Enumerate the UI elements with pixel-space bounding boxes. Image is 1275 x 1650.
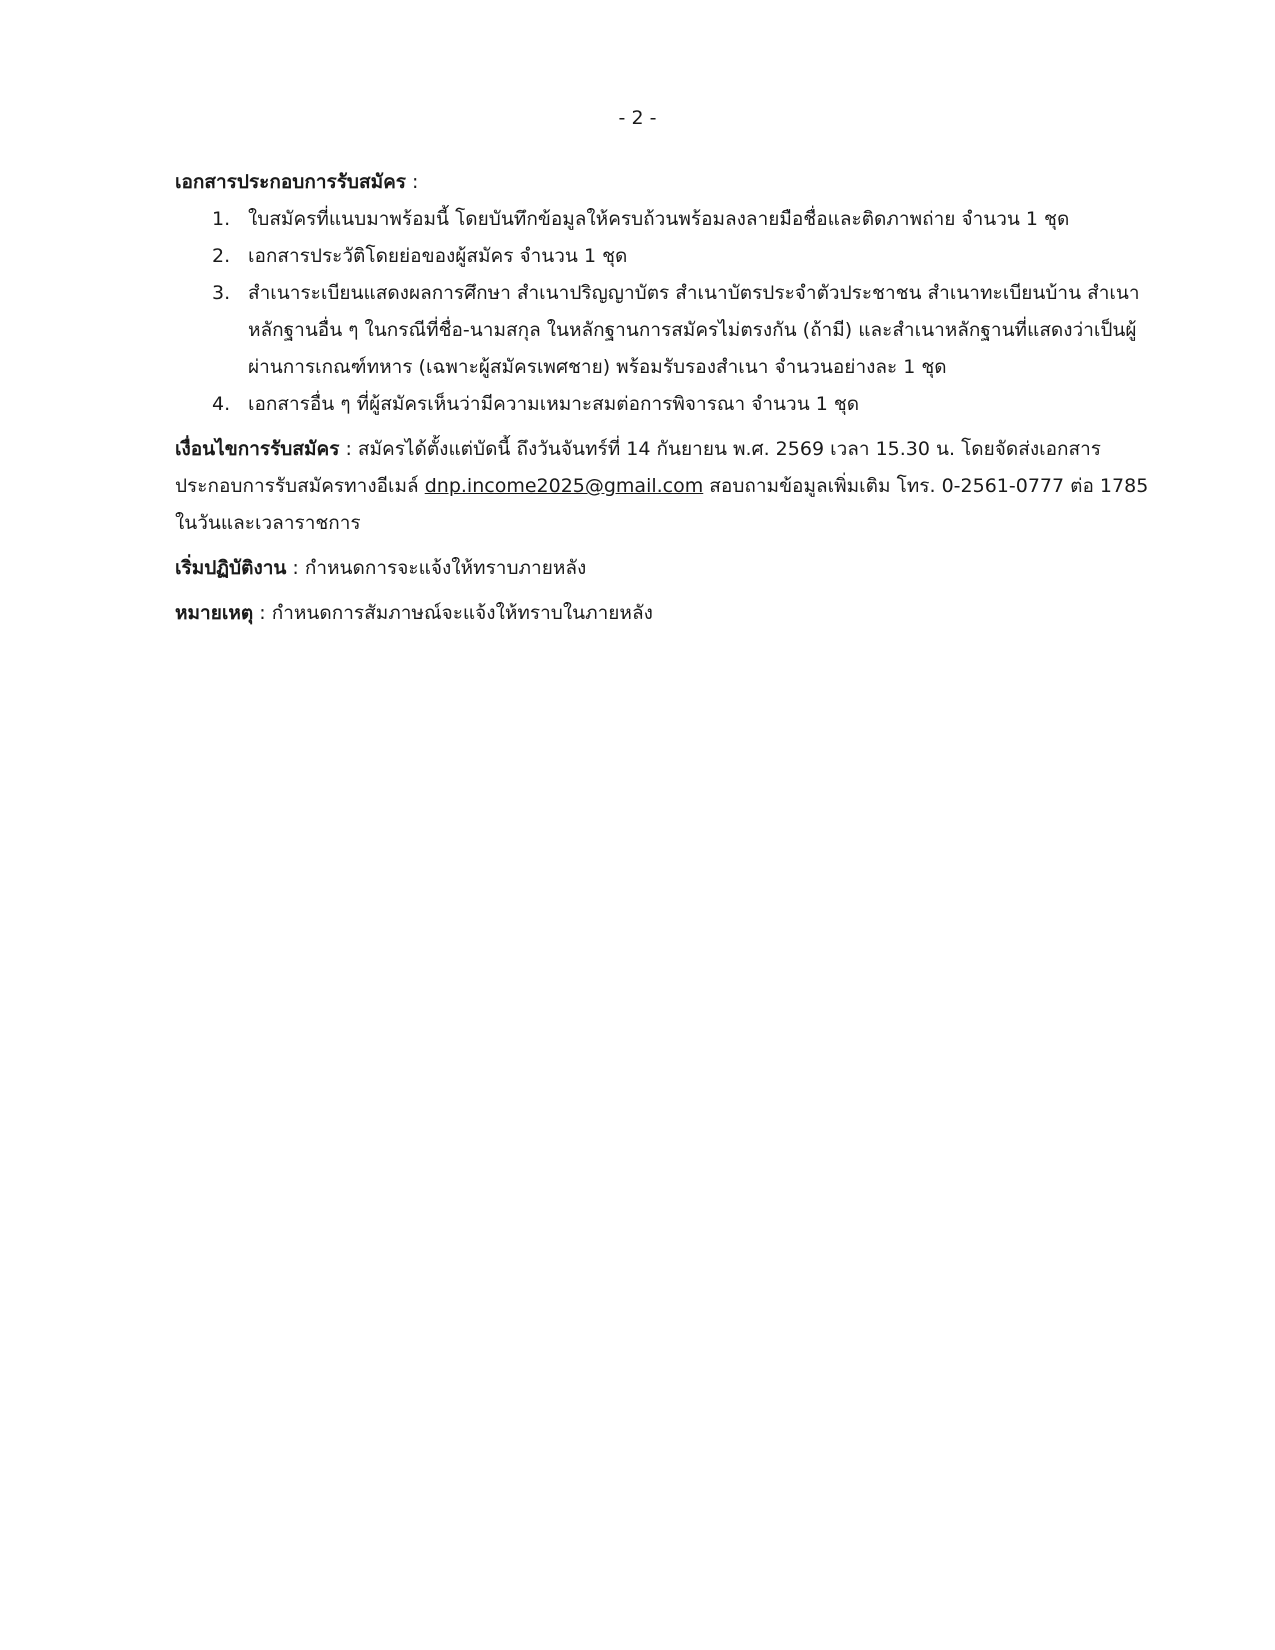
list-item [175,238,1155,275]
list-item-text: สำเนาระเบียนแสดงผลการศึกษา สำเนาปริญญาบัตร สำเนาบัตรประจำตัวประชาชน สำเนาทะเบียนบ้าน สำเนาหลักฐานอื่น ๆ ในกรณีที่ชื่อ-นามสกุล ในหลักฐานการสมัครไม่ตรงกัน (ถ้ามี) และสำเนาหลักฐานที่แสดงว่าเป็นผู้ผ่านการเกณฑ์ทหาร (เฉพาะผู้สมัครเพศชาย) พร้อมรับรองสำเนา จำนวนอย่างละ 1 ชุด [248,282,1140,378]
documents-heading: เอกสารประกอบการรับสมัคร [175,171,407,193]
note-heading: หมายเหตุ [175,602,254,624]
list-item-text: เอกสารประวัติโดยย่อของผู้สมัคร จำนวน 1 ชุด [248,245,628,267]
page-number: - 2 - [618,107,657,129]
conditions-heading: เงื่อนไขการรับสมัคร [175,438,340,460]
start-work-heading: เริ่มปฏิบัติงาน [175,557,287,579]
list-item-number: 4. [212,393,231,415]
documents-list [175,201,1155,423]
start-work-separator: : [286,557,305,579]
documents-heading-line [175,164,1155,201]
list-item [175,275,1155,386]
documents-heading-separator: : [406,171,419,193]
list-item-text: ใบสมัครที่แนบมาพร้อมนี้ โดยบันทึกข้อมูลให้ครบถ้วนพร้อมลงลายมือชื่อและติดภาพถ่าย จำนวน 1 ชุด [248,208,1070,230]
start-work-text: กำหนดการจะแจ้งให้ทราบภายหลัง [304,557,587,579]
list-item-text: เอกสารอื่น ๆ ที่ผู้สมัครเห็นว่ามีความเหมาะสมต่อการพิจารณา จำนวน 1 ชุด [248,393,860,415]
list-item-number: 1. [212,208,231,230]
note-text: กำหนดการสัมภาษณ์จะแจ้งให้ทราบในภายหลัง [271,602,653,624]
list-item [175,201,1155,238]
note-paragraph [175,595,1155,632]
start-work-paragraph [175,550,1155,587]
list-item [175,386,1155,423]
note-separator: : [253,602,272,624]
email-link[interactable]: dnp.income2025@gmail.com [424,475,704,497]
list-item-number: 2. [212,245,231,267]
document-body [175,164,1155,632]
conditions-paragraph [175,431,1155,542]
conditions-contact-text: สอบถามข้อมูลเพิ่มเติม โทร. 0-2561-0777 ต่อ 1785 ในวันและเวลาราชการ [175,475,1149,534]
conditions-text: สมัครได้ตั้งแต่บัดนี้ ถึงวันจันทร์ที่ 14 กันยายน พ.ศ. 2569 เวลา 15.30 น. โดยจัดส่งเอกสารประกอบการรับสมัครทางอีเมล์ [175,438,1101,497]
conditions-separator: : [339,438,358,460]
list-item-number: 3. [212,282,231,304]
